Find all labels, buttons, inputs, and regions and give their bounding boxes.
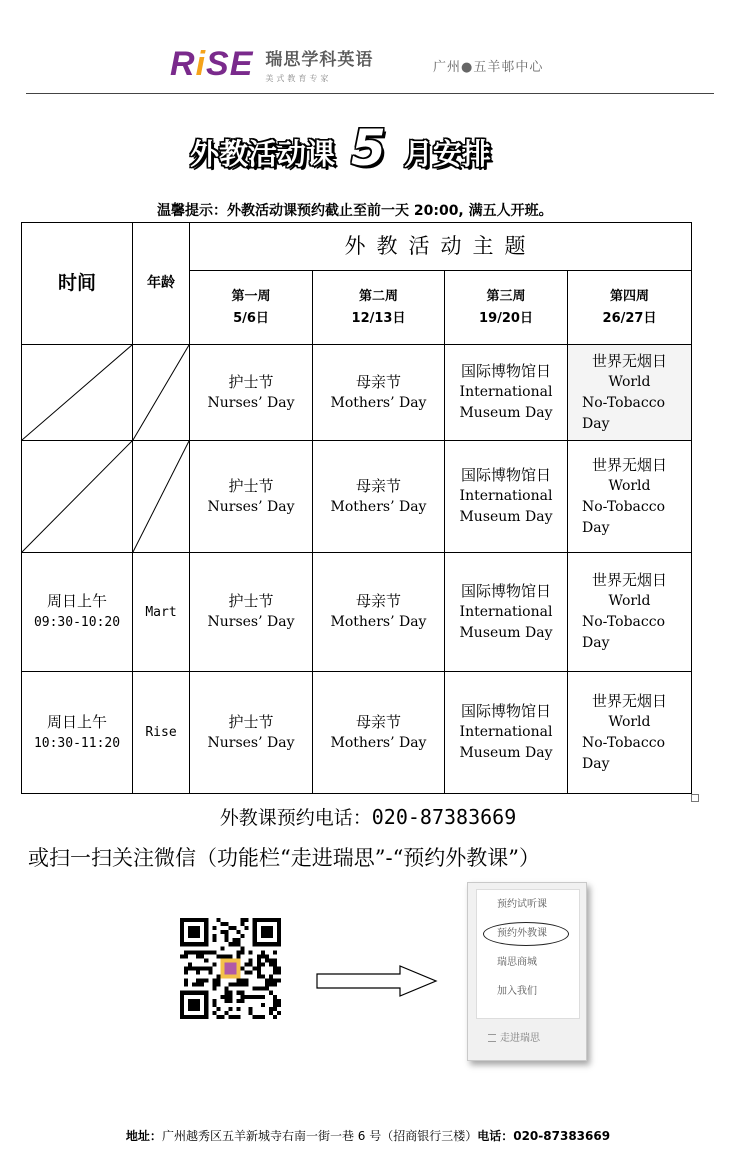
wechat-qr-code[interactable] <box>180 918 281 1019</box>
menu-tab-enter-rise[interactable]: 走进瑞思 <box>488 1029 540 1044</box>
table-resize-handle <box>691 794 699 802</box>
booking-phone <box>0 803 736 830</box>
week-header: 第四周 26/27日 <box>568 271 692 345</box>
time-slot: 周日上午 10:30-11:20 <box>22 672 133 794</box>
menu-item-join[interactable]: 加入我们 <box>497 986 537 997</box>
header-theme: 外教活动主题 <box>190 223 692 271</box>
wechat-menu <box>476 889 580 1019</box>
title-suffix: 月安排 <box>403 136 491 171</box>
theme-cell: 世界无烟日 World No-Tobacco Day <box>568 345 692 441</box>
theme-cell: 母亲节 Mothers’ Day <box>313 672 445 794</box>
footer-address: 地址：广州越秀区五羊新城寺右南一街一巷 6 号（招商银行三楼）电话：020-87383669 <box>125 1129 611 1143</box>
theme-cell: 护士节 Nurses’ Day <box>190 441 313 553</box>
theme-cell: 母亲节 Mothers’ Day <box>313 345 445 441</box>
phone-label: 外教课预约电话： <box>219 807 372 829</box>
brand-name: 瑞思学科英语 <box>265 49 374 70</box>
theme-cell: 母亲节 Mothers’ Day <box>313 553 445 672</box>
schedule-table <box>21 222 692 794</box>
center-name: 广州●五羊邨中心 <box>433 60 544 75</box>
theme-cell: 国际博物馆日 International Museum Day <box>445 672 568 794</box>
week-header: 第一周 5/6日 <box>190 271 313 345</box>
menu-item-trial[interactable]: 预约试听课 <box>497 899 547 910</box>
theme-cell: 国际博物馆日 International Museum Day <box>445 441 568 553</box>
menu-icon <box>488 1034 496 1042</box>
wechat-menu-screenshot <box>467 882 587 1061</box>
theme-cell: 护士节 Nurses’ Day <box>190 345 313 441</box>
table-row <box>22 345 692 441</box>
title-month: 5 <box>351 119 386 177</box>
header-divider <box>26 93 714 94</box>
theme-cell: 世界无烟日 World No-Tobacco Day <box>568 672 692 794</box>
empty-time-cell <box>22 345 133 441</box>
logo-wordmark: RiSE <box>170 44 254 83</box>
table-row <box>22 672 692 794</box>
menu-item-mall[interactable]: 瑞思商城 <box>497 957 537 968</box>
theme-cell: 世界无烟日 World No-Tobacco Day <box>568 553 692 672</box>
empty-age-cell <box>133 345 190 441</box>
age-group: Rise <box>133 672 190 794</box>
theme-cell: 国际博物馆日 International Museum Day <box>445 345 568 441</box>
empty-time-cell <box>22 441 133 553</box>
header-time: 时间 <box>22 223 133 345</box>
time-slot: 周日上午 09:30-10:20 <box>22 553 133 672</box>
table-row <box>22 553 692 672</box>
header-age: 年龄 <box>133 223 190 345</box>
week-header: 第三周 19/20日 <box>445 271 568 345</box>
page-title <box>190 120 491 184</box>
title-prefix: 外教活动课 <box>190 136 336 171</box>
wechat-instruction: 或扫一扫关注微信（功能栏“走进瑞思”-“预约外教课”） <box>28 846 541 870</box>
booking-notice: 温馨提示：外教活动课预约截止至前一天 20:00, 满五人开班。 <box>157 203 553 219</box>
menu-item-book-foreign-class[interactable]: 预约外教课 <box>477 919 579 948</box>
theme-cell: 护士节 Nurses’ Day <box>190 672 313 794</box>
brand-slogan: 美式教育专家 <box>265 73 332 83</box>
empty-age-cell <box>133 441 190 553</box>
theme-cell: 国际博物馆日 International Museum Day <box>445 553 568 672</box>
theme-cell: 母亲节 Mothers’ Day <box>313 441 445 553</box>
theme-cell: 世界无烟日 World No-Tobacco Day <box>568 441 692 553</box>
week-header: 第二周 12/13日 <box>313 271 445 345</box>
arrow-right-icon <box>316 965 438 997</box>
phone-number[interactable]: 020-87383669 <box>371 805 517 829</box>
rise-logo <box>170 44 373 84</box>
age-group: Mart <box>133 553 190 672</box>
table-row <box>22 441 692 553</box>
theme-cell: 护士节 Nurses’ Day <box>190 553 313 672</box>
